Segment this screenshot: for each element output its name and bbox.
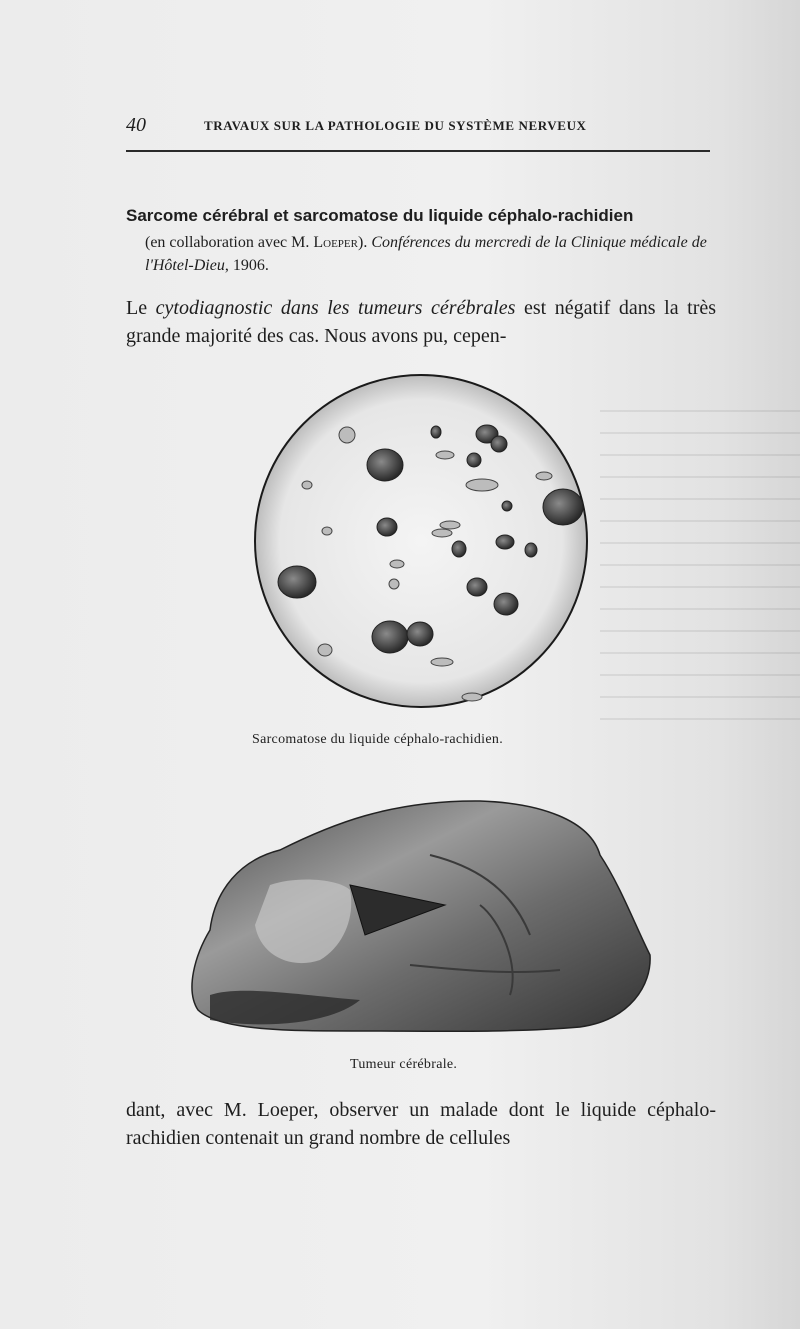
corpuscle — [302, 481, 312, 489]
corpuscle — [432, 529, 452, 537]
citation-source: Conférences du mercredi de la Clinique médicale de l'Hôtel-Dieu — [145, 234, 707, 274]
paragraph-1 — [126, 294, 716, 350]
figure-caption-2: Tumeur cérébrale. — [350, 1057, 458, 1072]
corpuscle — [318, 644, 332, 656]
microscope-field — [255, 375, 587, 707]
citation-author: Loeper — [313, 234, 358, 251]
corpuscle — [466, 479, 498, 491]
citation-mid: ). — [358, 234, 372, 251]
corpuscle — [322, 527, 332, 535]
cell — [525, 543, 537, 557]
cell — [467, 453, 481, 467]
corpuscle — [390, 560, 404, 568]
header-rule — [126, 150, 710, 152]
page-number: 40 — [126, 114, 146, 136]
paragraph-1-start: Le — [126, 297, 156, 319]
citation-prefix: (en collaboration avec M. — [145, 234, 314, 251]
corpuscle — [339, 427, 355, 443]
running-head: TRAVAUX SUR LA PATHOLOGIE DU SYSTÈME NERVEUX — [204, 118, 587, 133]
citation-year: , 1906. — [224, 257, 269, 274]
cell — [372, 621, 408, 653]
paragraph-1-italic: cytodiagnostic dans les tumeurs cérébrales — [155, 297, 516, 319]
corpuscle — [536, 472, 552, 480]
cell — [407, 622, 433, 646]
microscope-figure — [252, 372, 590, 710]
cell — [491, 436, 507, 452]
paragraph-1-end: est négatif dans la très grande majorité des cas. Nous avons pu, cepen- — [126, 297, 717, 347]
cell — [496, 535, 514, 549]
figure-caption-1: Sarcomatose du liquide céphalo-rachidien. — [252, 732, 503, 747]
corpuscle — [436, 451, 454, 459]
cell — [377, 518, 397, 536]
cell — [467, 578, 487, 596]
paragraph-2: dant, avec M. Loeper, observer un malade dont le liquide céphalo-rachidien contenait un grand nombre de cellules — [126, 1099, 716, 1149]
bleed-through-text — [600, 410, 800, 730]
corpuscle — [431, 658, 453, 666]
corpuscle — [462, 693, 482, 701]
cell — [502, 501, 512, 511]
cell — [543, 489, 583, 525]
cell — [452, 541, 466, 557]
cell — [431, 426, 441, 438]
article-citation — [145, 231, 725, 277]
cell — [278, 566, 316, 598]
corpuscle — [440, 521, 460, 529]
article-title: Sarcome cérébral et sarcomatose du liquide céphalo-rachidien — [126, 206, 634, 225]
corpuscle — [389, 579, 399, 589]
cell — [367, 449, 403, 481]
page-header — [126, 112, 708, 142]
cell — [494, 593, 518, 615]
tumor-figure — [180, 795, 655, 1035]
